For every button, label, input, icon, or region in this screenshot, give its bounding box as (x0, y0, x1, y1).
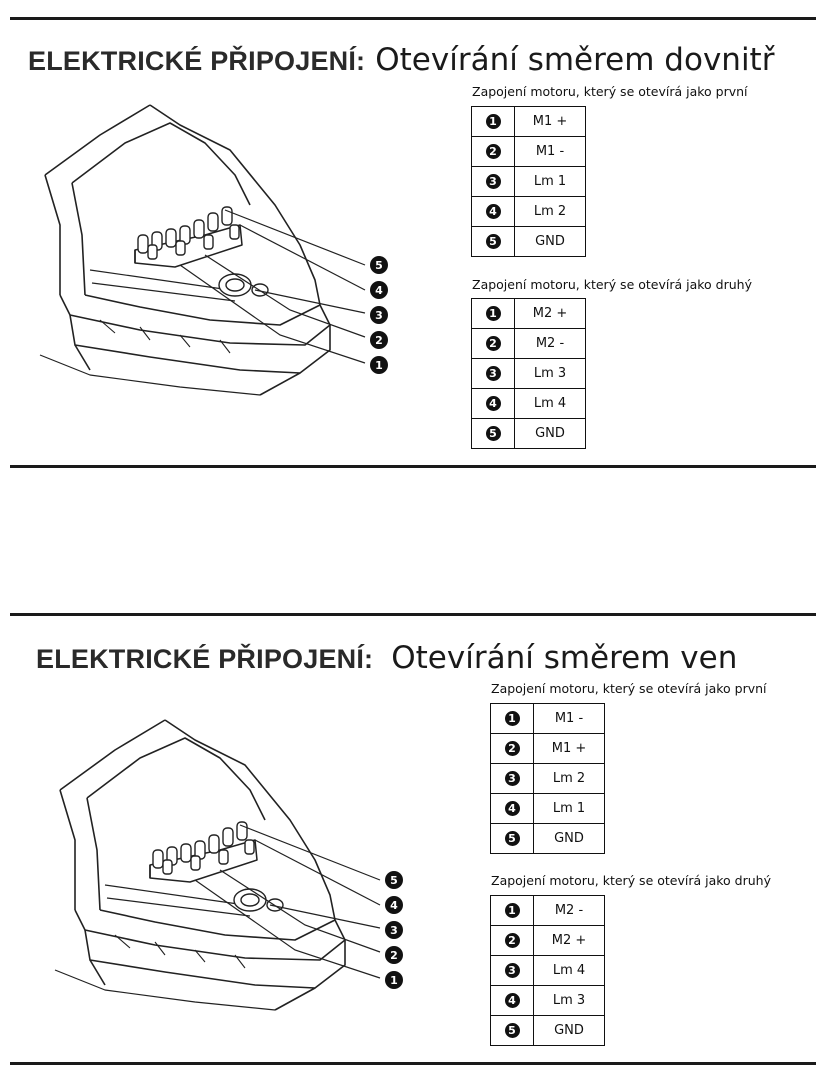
table-row (491, 734, 605, 764)
callout-number: 4 (390, 899, 398, 912)
pin-number-badge: 5 (505, 831, 520, 846)
pin-number-badge: 4 (505, 801, 520, 816)
pin-signal: M1 + (515, 107, 586, 137)
table-caption: Zapojení motoru, který se otevírá jako druhý (491, 873, 771, 888)
callout-number: 5 (375, 259, 383, 272)
pin-signal: Lm 1 (515, 167, 586, 197)
pin-signal: GND (515, 227, 586, 257)
pin-number-badge: 2 (486, 144, 501, 159)
section-title-bold: ELEKTRICKÉ PŘIPOJENÍ: (28, 46, 366, 76)
callout-number: 3 (375, 309, 383, 322)
pin-signal: Lm 2 (515, 197, 586, 227)
pin-number-badge: 5 (486, 426, 501, 441)
pin-number-badge: 5 (505, 1023, 520, 1038)
pin-signal: M1 - (515, 137, 586, 167)
callout-number: 2 (375, 334, 383, 347)
pin-number-badge: 3 (505, 771, 520, 786)
table-row (472, 107, 586, 137)
table-row (472, 389, 586, 419)
callout-number: 2 (390, 949, 398, 962)
pin-signal: Lm 3 (534, 986, 605, 1016)
pin-table (471, 106, 586, 257)
table-row (472, 419, 586, 449)
section-opening-outward (0, 600, 828, 1070)
pin-signal: M1 + (534, 734, 605, 764)
table-row (472, 137, 586, 167)
pin-number-badge: 2 (486, 336, 501, 351)
section-title (36, 640, 737, 676)
table-row (472, 359, 586, 389)
pin-number-badge: 1 (505, 903, 520, 918)
pin-table (471, 298, 586, 449)
pin-number-badge: 4 (486, 396, 501, 411)
pin-number-badge: 3 (486, 174, 501, 189)
pin-number-badge: 3 (505, 963, 520, 978)
table-row (472, 299, 586, 329)
pin-signal: GND (534, 824, 605, 854)
pin-number-badge: 1 (486, 306, 501, 321)
pin-signal: M2 - (515, 329, 586, 359)
table-row (491, 794, 605, 824)
section-title-light: Otevírání směrem dovnitř (375, 42, 775, 78)
table-row (491, 764, 605, 794)
pin-signal: M2 - (534, 896, 605, 926)
pin-signal: Lm 2 (534, 764, 605, 794)
table-row (491, 926, 605, 956)
table-row (491, 1016, 605, 1046)
pin-signal: M2 + (515, 299, 586, 329)
pin-table (490, 895, 605, 1046)
pin-signal: Lm 4 (534, 956, 605, 986)
pin-table (490, 703, 605, 854)
pin-number-badge: 2 (505, 933, 520, 948)
table-row (472, 167, 586, 197)
table-caption: Zapojení motoru, který se otevírá jako druhý (472, 277, 752, 292)
pin-number-badge: 4 (505, 993, 520, 1008)
pin-signal: M2 + (534, 926, 605, 956)
callout-number: 4 (375, 284, 383, 297)
callout-number: 1 (375, 359, 383, 372)
pin-number-badge: 2 (505, 741, 520, 756)
table-caption: Zapojení motoru, který se otevírá jako první (472, 84, 748, 99)
table-row (491, 704, 605, 734)
table-caption: Zapojení motoru, který se otevírá jako první (491, 681, 767, 696)
pin-signal: M1 - (534, 704, 605, 734)
section-title-bold: ELEKTRICKÉ PŘIPOJENÍ: (36, 644, 374, 674)
table-row (472, 197, 586, 227)
callout-number: 3 (390, 924, 398, 937)
section-title-light: Otevírání směrem ven (391, 640, 738, 676)
section-title (28, 42, 774, 78)
pin-number-badge: 4 (486, 204, 501, 219)
pin-signal: GND (534, 1016, 605, 1046)
callout-number: 1 (390, 974, 398, 987)
motor-terminal-drawing (30, 95, 410, 425)
pin-signal: Lm 4 (515, 389, 586, 419)
table-row (491, 956, 605, 986)
section-opening-inward (0, 0, 828, 470)
pin-signal: Lm 3 (515, 359, 586, 389)
table-row (472, 227, 586, 257)
pin-number-badge: 1 (505, 711, 520, 726)
pin-signal: Lm 1 (534, 794, 605, 824)
table-row (491, 824, 605, 854)
callout-number: 5 (390, 874, 398, 887)
table-row (491, 986, 605, 1016)
pin-number-badge: 3 (486, 366, 501, 381)
pin-signal: GND (515, 419, 586, 449)
pin-number-badge: 1 (486, 114, 501, 129)
table-row (472, 329, 586, 359)
table-row (491, 896, 605, 926)
motor-terminal-drawing (45, 710, 425, 1040)
pin-number-badge: 5 (486, 234, 501, 249)
